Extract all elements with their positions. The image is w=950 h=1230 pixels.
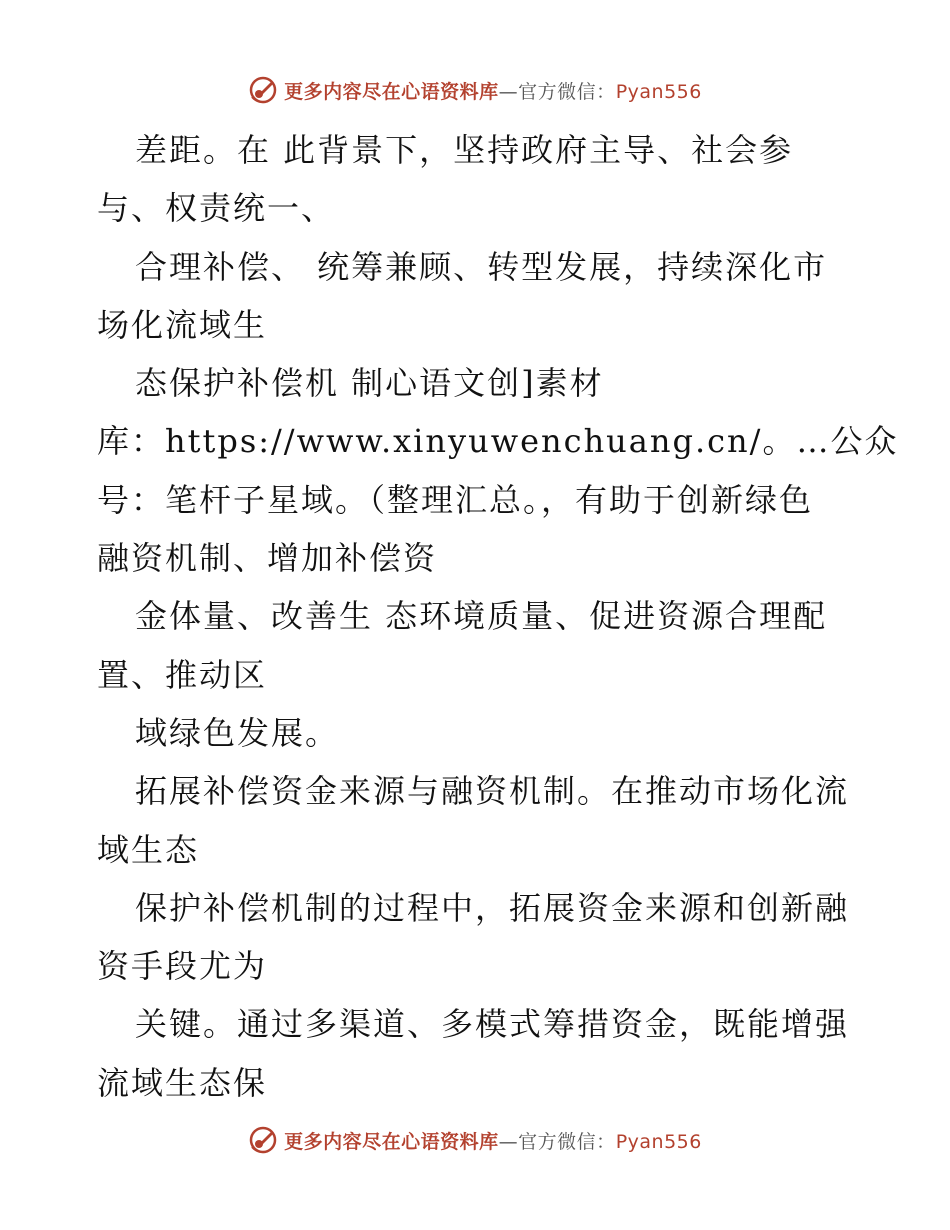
footer-banner [0, 1120, 950, 1160]
body-line: 保护补偿机制的过程中，拓展资金来源和创新融 [135, 888, 850, 927]
footer-wechat-id: Pyan556 [615, 1130, 702, 1153]
body-line: 拓展补偿资金来源与融资机制。在推动市场化流 [135, 772, 850, 811]
body-line: 关键。通过多渠道、多模式筹措资金，既能增强 [135, 1005, 850, 1044]
header-brand: 更多内容尽在心语资料库 [284, 80, 499, 103]
body-line: 与、权责统一、 [97, 189, 336, 228]
body-line: 融资机制、增加补偿资 [97, 539, 438, 578]
footer-brand: 更多内容尽在心语资料库 [284, 1130, 499, 1153]
body-line: 置、推动区 [97, 655, 268, 694]
body-line: 库：https://www.xinyuwenchuang.cn/。…公众 [97, 422, 899, 461]
body-line: 域生态 [97, 830, 200, 869]
header-banner-text [284, 77, 702, 104]
body-line: 态保护补偿机 制心语文创]素材 [135, 364, 604, 403]
body-line: 合理补偿、 统筹兼顾、转型发展，持续深化市 [135, 247, 828, 286]
quill-pen-logo-icon [248, 1125, 278, 1155]
body-line: 域绿色发展。 [135, 713, 340, 752]
footer-banner-text [284, 1127, 702, 1154]
body-line: 号：笔杆子星域。（整理汇总。，有助于创新绿色 [97, 480, 814, 519]
document-body [97, 121, 899, 1112]
header-wechat-id: Pyan556 [615, 80, 702, 103]
body-line: 金体量、改善生 态环境质量、促进资源合理配 [135, 597, 828, 636]
header-separator: — [498, 80, 519, 103]
footer-wechat-label: 官方微信： [518, 1130, 616, 1153]
body-line: 流域生态保 [97, 1063, 268, 1102]
header-banner [0, 70, 950, 110]
header-wechat-label: 官方微信： [518, 80, 616, 103]
body-line: 资手段尤为 [97, 947, 268, 986]
body-line: 差距。在 此背景下，坚持政府主导、社会参 [135, 131, 794, 169]
body-line: 场化流域生 [97, 305, 268, 344]
footer-separator: — [498, 1130, 519, 1153]
quill-pen-logo-icon [248, 75, 278, 105]
